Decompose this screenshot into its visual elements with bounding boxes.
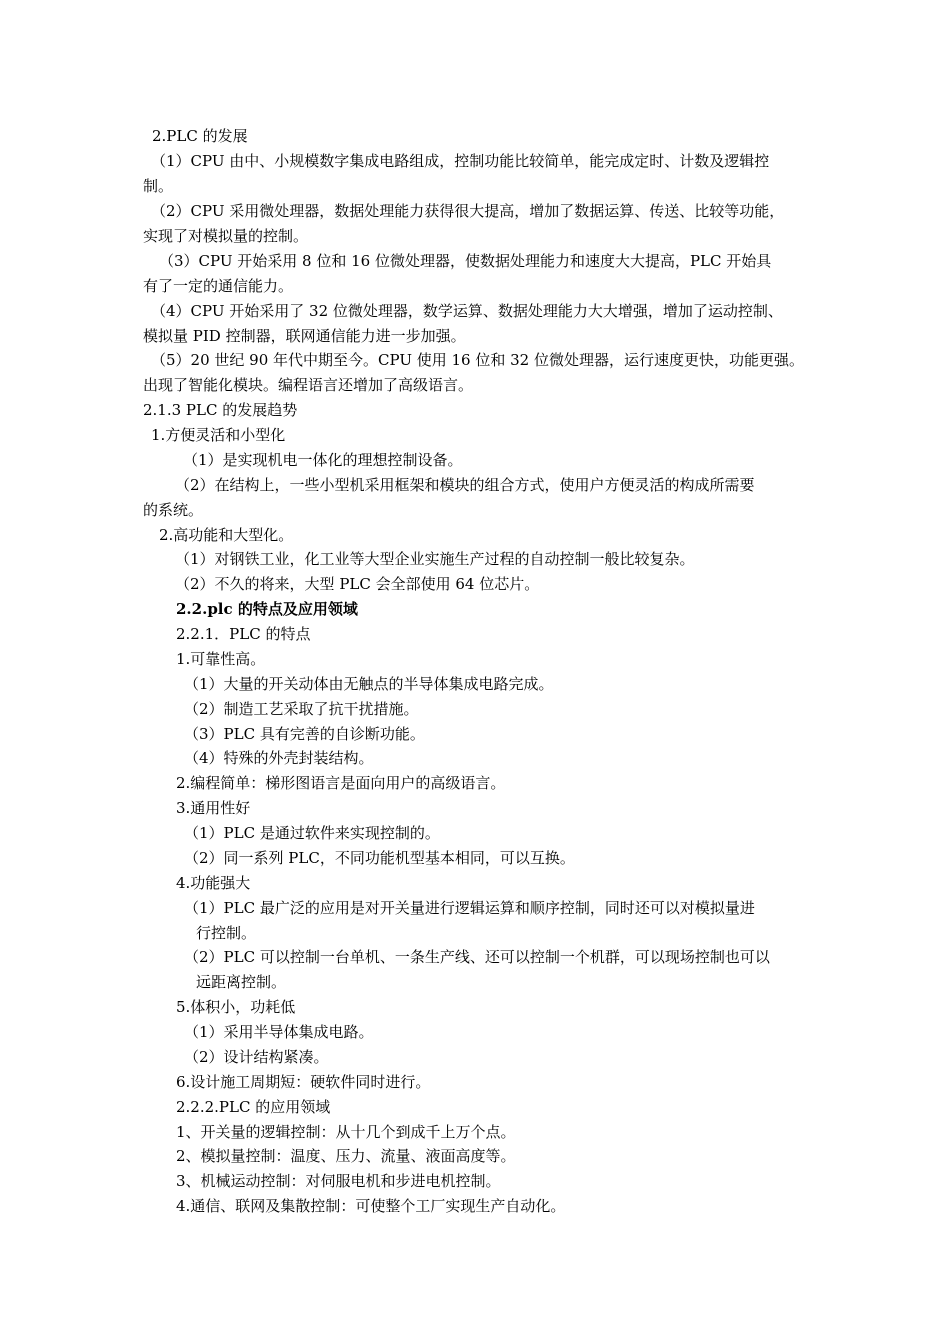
subheading-line: 2.高功能和大型化。 [159,526,294,544]
list-item: （1）对钢铁工业，化工业等大型企业实施生产过程的自动控制一般比较复杂。 [175,550,695,568]
list-item: （1）PLC 是通过软件来实现控制的。 [184,824,440,842]
paragraph-line: （4）CPU 开始采用了 32 位微处理器，数学运算、数据处理能力大大增强，增加了运动控制、 [151,302,783,320]
subheading-line: 1.方便灵活和小型化 [151,426,286,444]
list-item: 远距离控制。 [196,973,287,991]
subheading-line: 3.通用性好 [176,799,251,817]
paragraph-line: 模拟量 PID 控制器，联网通信能力进一步加强。 [143,327,466,345]
heading-features-applications: 2.2.plc 的特点及应用领域 [176,600,358,618]
list-item: （4）特殊的外壳封装结构。 [184,749,374,767]
list-item: （2）设计结构紧凑。 [184,1048,329,1066]
list-item: （1）PLC 最广泛的应用是对开关量进行逻辑运算和顺序控制，同时还可以对模拟量进 [184,899,755,917]
list-item: 3、机械运动控制：对伺服电机和步进电机控制。 [176,1172,501,1190]
heading-plc-development: 2.PLC 的发展 [152,127,248,145]
subheading-line: 5.体积小，功耗低 [176,998,296,1016]
paragraph-line: （3）CPU 开始采用 8 位和 16 位微处理器，使数据处理能力和速度大大提高，PLC 开始具 [159,252,772,270]
paragraph-line: （1）CPU 由中、小规模数字集成电路组成，控制功能比较简单，能完成定时、计数及逻辑控 [151,152,770,170]
list-item: （2）制造工艺采取了抗干扰措施。 [184,700,419,718]
subheading-line: 6.设计施工周期短：硬软件同时进行。 [176,1073,431,1091]
list-item: （2）在结构上，一些小型机采用框架和模块的组合方式，使用户方便灵活的构成所需要 [175,476,755,494]
subheading-line: 1.可靠性高。 [176,650,266,668]
list-item: 1、开关量的逻辑控制：从十几个到成千上万个点。 [176,1123,516,1141]
list-item: （1）是实现机电一体化的理想控制设备。 [183,451,463,469]
paragraph-line: （2）CPU 采用微处理器，数据处理能力获得很大提高，增加了数据运算、传送、比较等功能， [151,202,785,220]
paragraph-line: （5）20 世纪 90 年代中期至今。CPU 使用 16 位和 32 位微处理器，运行速度更快，功能更强。 [151,351,804,369]
list-item: （3）PLC 具有完善的自诊断功能。 [184,725,425,743]
subheading-line: 4.功能强大 [176,874,251,892]
heading-development-trend: 2.1.3 PLC 的发展趋势 [143,401,298,419]
list-item: （2）PLC 可以控制一台单机、一条生产线、还可以控制一个机群，可以现场控制也可以 [184,948,770,966]
paragraph-line: 制。 [143,177,174,195]
list-item: （1）大量的开关动体由无触点的半导体集成电路完成。 [184,675,554,693]
list-item: 4.通信、联网及集散控制：可使整个工厂实现生产自动化。 [176,1197,566,1215]
subheading-line: 2.编程简单：梯形图语言是面向用户的高级语言。 [176,774,506,792]
paragraph-line: 有了一定的通信能力。 [143,277,294,295]
paragraph-line: 出现了智能化模块。编程语言还增加了高级语言。 [143,376,474,394]
list-item: 行控制。 [196,924,257,942]
list-item: （2）不久的将来，大型 PLC 会全部使用 64 位芯片。 [175,575,540,593]
list-item: 的系统。 [143,501,204,519]
heading-application-fields: 2.2.2.PLC 的应用领域 [176,1098,331,1116]
paragraph-line: 实现了对模拟量的控制。 [143,227,309,245]
list-item: 2、模拟量控制：温度、压力、流量、液面高度等。 [176,1147,516,1165]
list-item: （2）同一系列 PLC，不同功能机型基本相同，可以互换。 [184,849,575,867]
list-item: （1）采用半导体集成电路。 [184,1023,374,1041]
heading-plc-features: 2.2.1．PLC 的特点 [176,625,311,643]
